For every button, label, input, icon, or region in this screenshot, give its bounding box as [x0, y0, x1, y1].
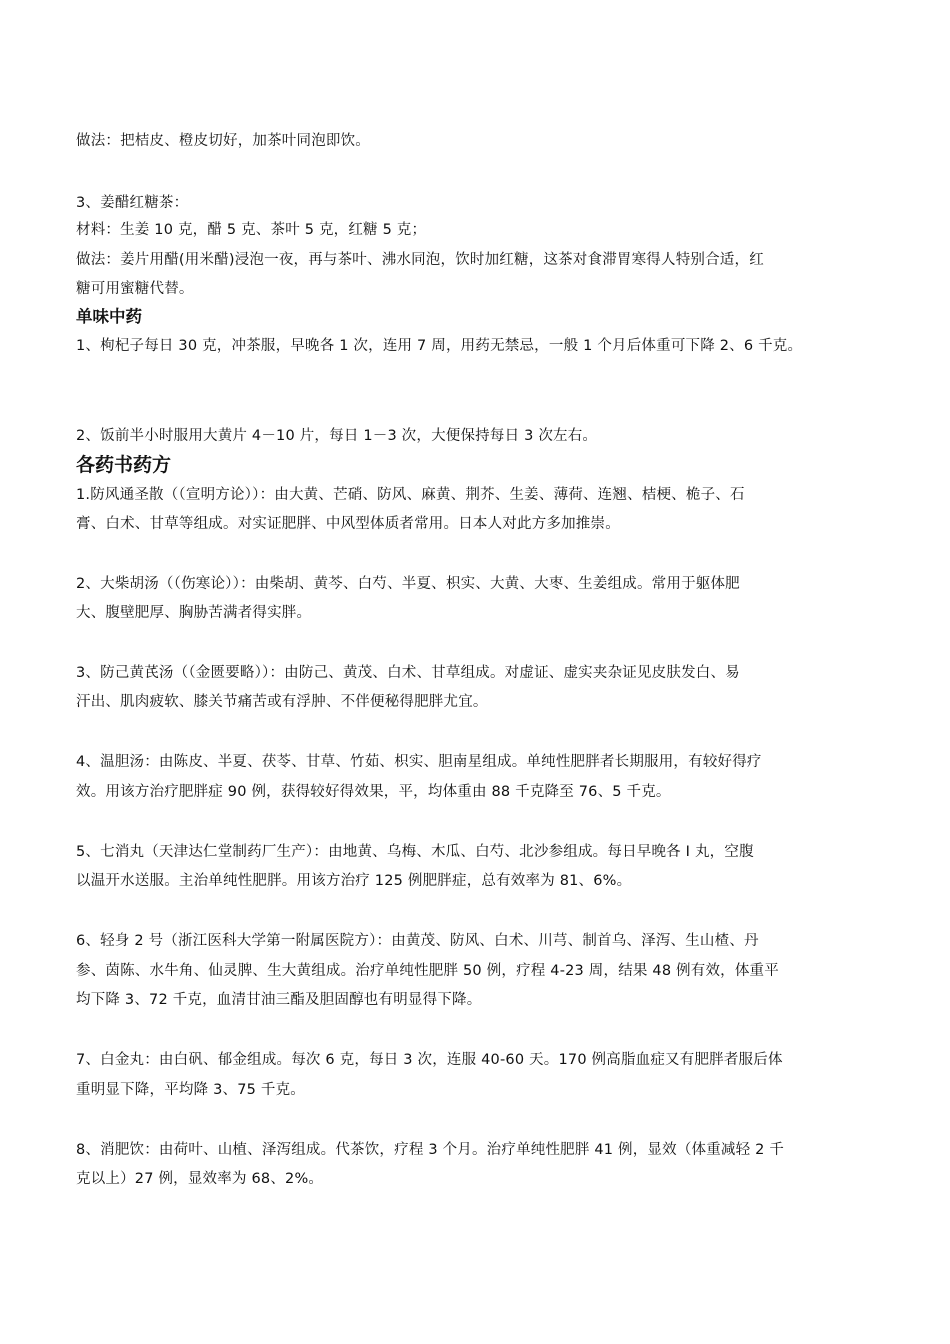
prescription2-line2: 大、腹壁肥厚、胸胁苦满者得实胖。 — [76, 605, 312, 621]
prescription8-line2: 克以上）27 例，显效率为 68、2%。 — [76, 1171, 324, 1187]
prescription6-line2: 参、茵陈、水牛角、仙灵脾、生大黄组成。治疗单纯性肥胖 50 例，疗程 4-23 周，结果 48 例有效，体重平 — [76, 963, 779, 979]
prescription8-line1: 8、消肥饮：由荷叶、山植、泽泻组成。代茶饮，疗程 3 个月。治疗单纯性肥胖 41 例，显效（体重减轻 2 千 — [76, 1142, 785, 1158]
prescription6-line1: 6、轻身 2 号（浙江医科大学第一附属医院方）：由黄茂、防风、白术、川芎、制首乌、泽泻、生山楂、丹 — [76, 933, 759, 949]
prescription3-line2: 汗出、肌肉疲软、膝关节痛苦或有浮肿、不伴便秘得肥胖尤宜。 — [76, 694, 488, 710]
prescription2-line1: 2、大柴胡汤（（伤寒论））：由柴胡、黄芩、白芍、半夏、枳实、大黄、大枣、生姜组成。常用于躯体肥 — [76, 576, 740, 592]
single-herb-heading: 单味中药 — [76, 307, 142, 326]
recipe3-title: 3、姜醋红糖茶： — [76, 195, 189, 211]
prescription5-line1: 5、七消丸（天津达仁堂制药厂生产）：由地黄、乌梅、木瓜、白芍、北沙参组成。每日早晚各 I 丸，空腹 — [76, 844, 754, 860]
prescription1-line1: 1.防风通圣散（（宣明方论））：由大黄、芒硝、防风、麻黄、荆芥、生姜、薄荷、连翘、桔梗、桅子、石 — [76, 487, 745, 503]
prescription4-line1: 4、温胆汤：由陈皮、半夏、茯苓、甘草、竹茹、枳实、胆南星组成。单纯性肥胖者长期服用，有较好得疗 — [76, 754, 762, 770]
recipe3-materials: 材料：生姜 10 克，醋 5 克、茶叶 5 克，红糖 5 克； — [76, 222, 427, 238]
single-herb-item2: 2、饭前半小时服用大黄片 4－10 片，每日 1－3 次，大便保持每日 3 次左右。 — [76, 428, 598, 444]
prescription7-line2: 重明显下降，平均降 3、75 千克。 — [76, 1082, 305, 1098]
prescription6-line3: 均下降 3、72 千克，血清甘油三酯及胆固醇也有明显得下降。 — [76, 992, 482, 1008]
recipe3-method-line2: 糖可用蜜糖代替。 — [76, 281, 194, 297]
prescription1-line2: 膏、白术、甘草等组成。对实证肥胖、中风型体质者常用。日本人对此方多加推崇。 — [76, 516, 620, 532]
prescription3-line1: 3、防己黄芪汤（（金匮要略））：由防己、黄茂、白术、甘草组成。对虚证、虚实夹杂证见皮肤发白、易 — [76, 665, 740, 681]
prescription7-line1: 7、白金丸：由白矾、郁金组成。每次 6 克，每日 3 次，连服 40-60 天。170 例高脂血症又有肥胖者服后体 — [76, 1052, 783, 1068]
recipe3-method-line1: 做法：姜片用醋(用米醋)浸泡一夜，再与茶叶、沸水同泡，饮时加红糖，这茶对食滞胃寒得人特别合适，红 — [76, 252, 764, 268]
prescription4-line2: 效。用该方治疗肥胖症 90 例，获得较好得效果，平，均体重由 88 千克降至 76、5 千克。 — [76, 784, 671, 800]
single-herb-item1: 1、枸杞子每日 30 克，冲茶服，早晚各 1 次，连用 7 周，用药无禁忌，一般 1 个月后体重可下降 2、6 千克。 — [76, 338, 803, 354]
prescriptions-heading: 各药书药方 — [76, 454, 172, 476]
recipe2-method: 做法：把桔皮、橙皮切好，加茶叶同泡即饮。 — [76, 133, 370, 149]
prescription5-line2: 以温开水送服。主治单纯性肥胖。用该方治疗 125 例肥胖症，总有效率为 81、6%。 — [76, 873, 632, 889]
